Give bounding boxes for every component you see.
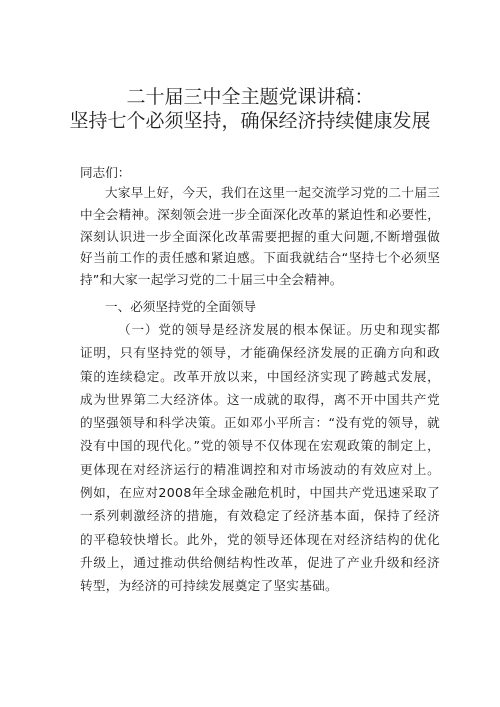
document-title-line-1: 二十届三中全主题党课讲稿： xyxy=(126,86,374,108)
paragraph-section-1-1: （一）党的领导是经济发展的根本保证。历史和现实都证明，只有坚持党的领导，才能确保经济发展的正确方向和政策的连续稳定。改革开放以来，中国经济实现了跨越式发展，成为世界第二大经济体。这一成就的取得，离不开中国共产党的坚强领导和科学决策。正如邓小平所言：“没有党的领导，就没有中国的现代化。”党的领导不仅体现在宏观政策的制定上，更体现在对经济运行的精准调控和对市场波动的有效应对上。例如，在应对2008年全球金融危机时，中国共产党迅速采取了一系列刺激经济的措施，有效稳定了经济基本面，保持了经济的平稳较快增长。此外，党的领导还体现在对经济结构的优化升级上，通过推动供给侧结构性改革，促进了产业升级和经济转型，为经济的可持续发展奠定了坚实基础。 xyxy=(80,322,440,594)
paragraph-opening: 大家早上好，今天，我们在这里一起交流学习党的二十届三中全会精神。深刻领会进一步全面深化改革的紧迫性和必要性，深刻认识进一步全面深化改革需要把握的重大问题,不断增强做好当前工作的责任感和紧迫感。下面我就结合“坚持七个必须坚持”和大家一起学习党的二十届三中全会精神。 xyxy=(80,185,440,288)
section-heading-1: 一、必须坚持党的全面领导 xyxy=(105,299,257,314)
document-title-line-2: 坚持七个必须坚持，确保经济持续健康发展 xyxy=(69,110,431,132)
greeting: 同志们： xyxy=(80,165,131,180)
